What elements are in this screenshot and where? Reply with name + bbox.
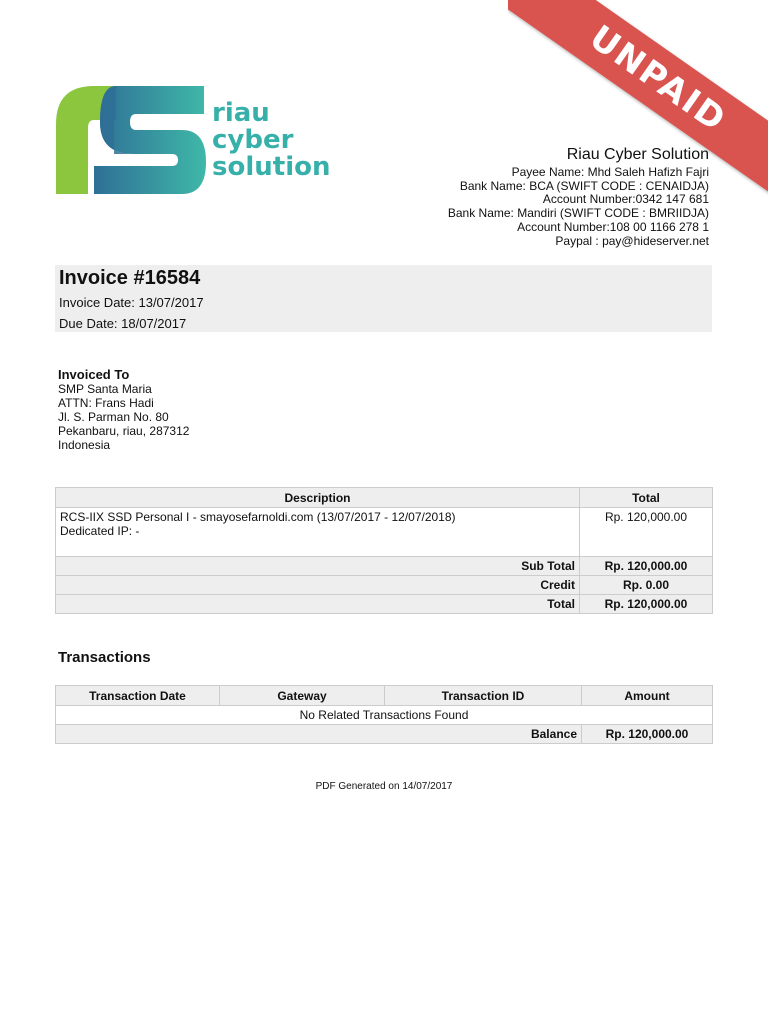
payee-company: Riau Cyber Solution [566, 146, 709, 163]
table-header-row [56, 488, 713, 508]
transactions-title: Transactions [58, 649, 151, 666]
payee-info [448, 145, 709, 248]
logo-wordmark [212, 100, 330, 181]
column-header-transaction-date: Transaction Date [56, 686, 220, 706]
column-header-transaction-id: Transaction ID [385, 686, 582, 706]
table-row [56, 706, 713, 725]
status-ribbon-label: UNPAID [582, 17, 734, 141]
address-line: Pekanbaru, riau, 287312 [58, 424, 190, 438]
payee-line: Account Number:108 00 1166 278 1 [517, 219, 709, 234]
logo-line: solution [212, 152, 331, 182]
company-logo [54, 84, 344, 196]
table-row [56, 508, 713, 557]
balance-value: Rp. 120,000.00 [582, 725, 713, 744]
total-row [56, 595, 713, 614]
invoiced-to-heading: Invoiced To [58, 367, 130, 382]
address-line: SMP Santa Maria [58, 382, 152, 396]
balance-row [56, 725, 713, 744]
payee-line: Bank Name: Mandiri (SWIFT CODE : BMRIIDJA) [447, 206, 709, 221]
payee-line: Account Number:0342 147 681 [542, 192, 709, 207]
item-description-line: RCS-IIX SSD Personal I - smayosefarnoldi.com (13/07/2017 - 12/07/2018) [60, 510, 456, 524]
invoice-header [55, 265, 712, 332]
total-label: Total [56, 595, 580, 614]
logo-line: riau [212, 98, 270, 128]
column-header-amount: Amount [582, 686, 713, 706]
subtotal-value: Rp. 120,000.00 [580, 557, 713, 576]
subtotal-row [56, 557, 713, 576]
address-line: ATTN: Frans Hadi [58, 396, 154, 410]
column-header-gateway: Gateway [220, 686, 385, 706]
subtotal-label: Sub Total [56, 557, 580, 576]
no-transactions-message: No Related Transactions Found [56, 706, 713, 725]
payee-line: Paypal : pay@hideserver.net [555, 233, 709, 248]
invoice-items-table [55, 487, 713, 614]
pdf-generated-footer: PDF Generated on 14/07/2017 [315, 781, 453, 792]
payee-line: Bank Name: BCA (SWIFT CODE : CENAIDJA) [459, 178, 709, 193]
invoice-date: Invoice Date: 13/07/2017 [59, 295, 204, 310]
item-total: Rp. 120,000.00 [580, 508, 713, 557]
invoiced-to [58, 368, 189, 452]
payee-line: Payee Name: Mhd Saleh Hafizh Fajri [511, 165, 709, 179]
table-header-row [56, 686, 713, 706]
logo-mark-icon [54, 84, 214, 196]
credit-value: Rp. 0.00 [580, 576, 713, 595]
transactions-table [55, 685, 713, 744]
credit-label: Credit [56, 576, 580, 595]
logo-line: cyber [212, 125, 294, 155]
balance-label: Balance [56, 725, 582, 744]
item-description-line: Dedicated IP: - [60, 524, 140, 538]
item-description [56, 508, 580, 557]
invoice-due-date: Due Date: 18/07/2017 [59, 316, 187, 331]
column-header-total: Total [580, 488, 713, 508]
invoice-number: Invoice #16584 [59, 267, 201, 289]
credit-row [56, 576, 713, 595]
total-value: Rp. 120,000.00 [580, 595, 713, 614]
address-line: Jl. S. Parman No. 80 [58, 410, 169, 424]
column-header-description: Description [56, 488, 580, 508]
address-line: Indonesia [58, 438, 111, 452]
